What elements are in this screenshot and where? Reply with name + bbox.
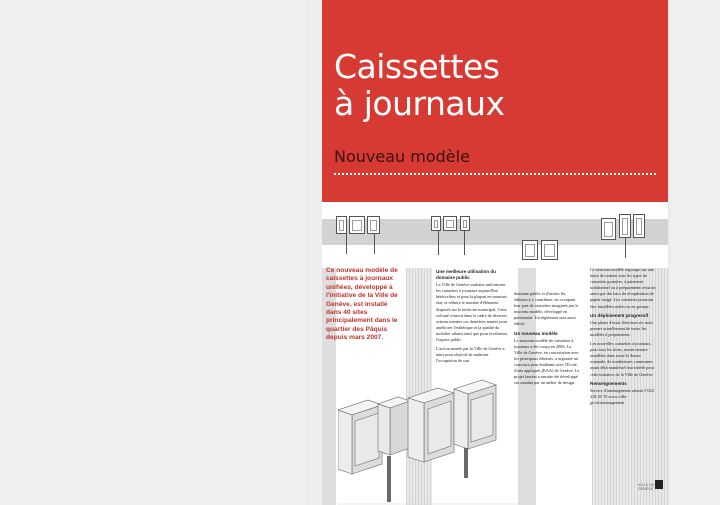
column-deployment	[590, 267, 658, 409]
intro-text: Ce nouveau modèle de caissettes à journaux unifiées, développé à l'initiative de la Ville de Genève, est installé dans 40 sites principalement dans le quartier des Pâquis depuis mars 2007.	[326, 267, 398, 342]
city-logo-icon	[655, 480, 663, 489]
mini-box	[349, 216, 365, 234]
title-line-1: Caissettes	[334, 47, 500, 86]
column-paragraph: Les nouvelles caissettes à journaux, pour tous les titres, seront ensuite installées dans toute la Suisse romande, de nombreuses communes ayant déjà manifesté leur intérêt pour cette initiative de la Ville de Genève.	[590, 341, 655, 377]
mini-pole	[374, 234, 375, 254]
mini-box	[336, 216, 347, 234]
mini-box	[601, 218, 616, 240]
mini-box	[633, 214, 645, 238]
poster-title	[334, 48, 505, 122]
mini-box	[460, 216, 470, 231]
poster-margin	[308, 0, 322, 505]
column-paragraph: domaine public et d'inciter les éditeurs à y contribuer, en occupant leur part de caissettes imaginée par le nouveau modèle, développé en partenariat. Un règlement sera aussi édicté.	[514, 291, 579, 327]
column-paragraph: La Ville de Genève souhaite uniformiser les caissettes à journaux aujourd'hui hétéroclites et pour la plupart en mauvais état, et réduire le nombre d'éléments disposés sur le territoire municipal. Cette volonté s'inscrit dans le cadre de diverses actions menées ces dernières années pour améliorer l'esthétique et la qualité du mobilier urbain ainsi que pour revaloriser l'espace public.	[436, 282, 508, 343]
poster-subtitle: Nouveau modèle	[334, 147, 470, 166]
column-paragraph: Le nouveau modèle regroupe sur une barre de soutien tous les types de caissettes gratuites, à paiement traditionnel ou à prépaiement sécurisé, ainsi que des bacs de récupération de papier usagé. Les caissettes pourront être installées seules ou en groupe.	[590, 267, 657, 309]
column-model	[514, 291, 580, 389]
column-heading: Un déploiement progressif	[590, 312, 649, 318]
mini-box	[541, 240, 558, 260]
city-logo-text: VILLE DE GENÈVE	[638, 483, 655, 491]
poster	[308, 0, 668, 505]
mini-pole	[464, 231, 465, 255]
mini-box	[619, 214, 631, 238]
contact-label: Renseignements	[590, 380, 627, 386]
mini-box	[522, 240, 538, 260]
dotted-divider	[334, 173, 656, 175]
mini-box	[367, 216, 380, 234]
column-usage	[436, 267, 508, 367]
title-block	[322, 0, 668, 202]
mini-box	[443, 216, 457, 231]
mini-pole	[438, 231, 439, 255]
mini-box	[431, 216, 441, 231]
mini-pole	[346, 234, 347, 254]
newspaper-boxes-illustration	[338, 378, 518, 505]
contact-info: Service d'aménagement urbain T 022 418 20 70 www.ville-ge.ch/amenagement	[590, 387, 654, 405]
column-heading: Une meilleure utilisation du domaine public	[436, 269, 496, 281]
column-paragraph: Le nouveau modèle de caissettes à journaux a été conçu en 2006. La Ville de Genève, en concertation avec les principaux éditeurs, a organisé un concours pour étudiants avec l'Ecole d'arts appliqués (EAA) de Genève. Le projet lauréat a ensuite été développé sur mandat par un atelier de design.	[514, 337, 580, 386]
title-line-2: à journaux	[334, 84, 505, 123]
mini-pole	[625, 238, 626, 258]
elevation-diagram	[322, 210, 668, 268]
column-paragraph: Une phase d'essai d'environ six mois permet actuellement de tester les modèles à prépaiement.	[590, 319, 654, 337]
column-heading: Un nouveau modèle	[514, 330, 558, 336]
column-paragraph: L'action menée par la Ville de Genève a ainsi pour objectif de maîtriser l'occupation de son	[436, 346, 505, 364]
